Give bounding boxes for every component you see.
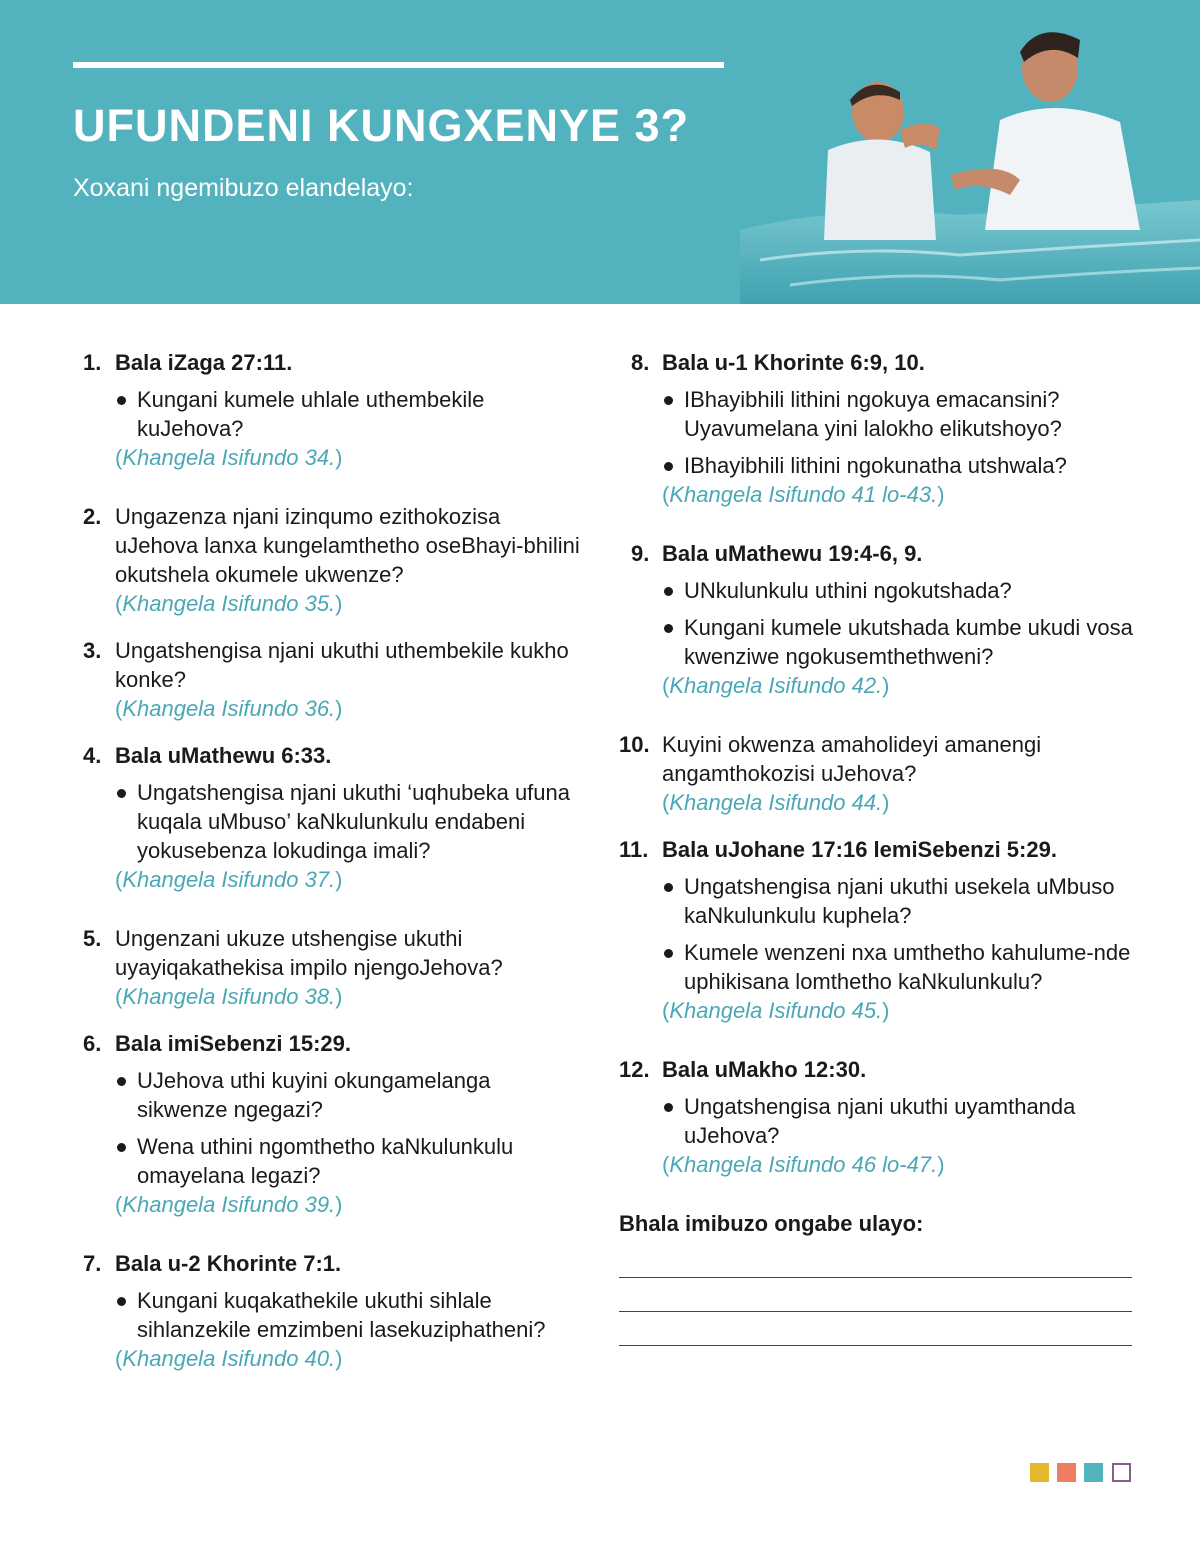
bullet-item: Ungatshengisa njani ukuthi ‘uqhubeka ufuna kuqala uMbuso’ kaNkulunkulu endabeni yokusebenza lokudinga imali? — [115, 778, 583, 865]
questions-left-column — [83, 348, 583, 1373]
bullet-list — [115, 385, 583, 443]
bullet-list — [662, 576, 1139, 671]
question-heading: Bala iZaga 27:11. — [115, 350, 293, 375]
bullet-item: UJehova uthi kuyini okungamelanga sikwenze ngegazi? — [115, 1066, 583, 1124]
page-title: UFUNDENI KUNGXENYE 3? — [73, 100, 690, 151]
question-number: 8. — [631, 350, 650, 375]
bullet-list — [115, 1066, 583, 1190]
question-10 — [619, 730, 1139, 817]
lesson-reference: (Khangela Isifundo 37.) — [115, 867, 343, 892]
color-square-yellow — [1030, 1463, 1049, 1482]
question-9 — [619, 539, 1139, 700]
lesson-reference: (Khangela Isifundo 44.) — [662, 790, 890, 815]
lesson-reference: (Khangela Isifundo 45.) — [662, 998, 890, 1023]
lesson-reference: (Khangela Isifundo 40.) — [115, 1346, 343, 1371]
question-4 — [83, 741, 583, 894]
lesson-reference: (Khangela Isifundo 38.) — [115, 984, 343, 1009]
lesson-reference: (Khangela Isifundo 36.) — [115, 696, 343, 721]
question-heading: Bala uMathewu 6:33. — [115, 743, 332, 768]
header-banner — [0, 0, 1200, 304]
color-square-orange — [1057, 1463, 1076, 1482]
question-number: 10. — [619, 732, 650, 757]
header-rule — [73, 62, 724, 68]
question-number: 2. — [83, 504, 102, 529]
bullet-item: Ungatshengisa njani ukuthi uyamthanda uJehova? — [662, 1092, 1139, 1150]
lesson-reference: (Khangela Isifundo 42.) — [662, 673, 890, 698]
question-heading: Bala uMakho 12:30. — [662, 1057, 867, 1082]
question-12 — [619, 1055, 1139, 1179]
question-6 — [83, 1029, 583, 1219]
question-number: 7. — [83, 1251, 102, 1276]
bullet-item: IBhayibhili lithini ngokunatha utshwala? — [662, 451, 1139, 480]
question-heading: Bala uJohane 17:16 lemiSebenzi 5:29. — [662, 837, 1057, 862]
question-heading: Ungazenza njani izinqumo ezithokozisa uJehova lanxa kungelamthetho oseBhayi-bhilini okutshela okumele ukwenze? — [115, 504, 580, 587]
question-5 — [83, 924, 583, 1011]
write-line[interactable] — [619, 1345, 1132, 1346]
question-8 — [619, 348, 1139, 509]
lesson-reference: (Khangela Isifundo 35.) — [115, 591, 343, 616]
lesson-reference: (Khangela Isifundo 41 lo-43.) — [662, 482, 945, 507]
bullet-list — [115, 1286, 583, 1344]
question-heading: Bala u-1 Khorinte 6:9, 10. — [662, 350, 925, 375]
question-number: 6. — [83, 1031, 102, 1056]
bullet-item: Ungatshengisa njani ukuthi usekela uMbuso kaNkulunkulu kuphela? — [662, 872, 1139, 930]
question-heading: Bala imiSebenzi 15:29. — [115, 1031, 351, 1056]
bullet-list — [662, 385, 1139, 480]
question-number: 4. — [83, 743, 102, 768]
question-3 — [83, 636, 583, 723]
bullet-list — [662, 1092, 1139, 1150]
bullet-item: UNkulunkulu uthini ngokutshada? — [662, 576, 1139, 605]
bullet-item: Kumele wenzeni nxa umthetho kahulume-nde uphikisana lomthetho kaNkulunkulu? — [662, 938, 1139, 996]
baptism-illustration — [700, 0, 1200, 304]
question-number: 3. — [83, 638, 102, 663]
question-number: 11. — [619, 837, 649, 862]
question-11 — [619, 835, 1139, 1025]
bullet-item: Kungani kumele ukutshada kumbe ukudi vosa kwenziwe ngokusemthethweni? — [662, 613, 1139, 671]
question-heading: Ungatshengisa njani ukuthi uthembekile kukho konke? — [115, 638, 569, 692]
write-line[interactable] — [619, 1311, 1132, 1312]
question-heading: Kuyini okwenza amaholideyi amanengi angamthokozisi uJehova? — [662, 732, 1042, 786]
color-square-purple-outline — [1112, 1463, 1131, 1482]
bullet-list — [115, 778, 583, 865]
question-heading: Bala u-2 Khorinte 7:1. — [115, 1251, 342, 1276]
bullet-item: Wena uthini ngomthetho kaNkulunkulu omayelana legazi? — [115, 1132, 583, 1190]
questions-right-column — [619, 348, 1139, 1238]
page-subtitle: Xoxani ngemibuzo elandelayo: — [73, 174, 414, 202]
bullet-item: Kungani kumele uhlale uthembekile kuJehova? — [115, 385, 583, 443]
question-heading: Ungenzani ukuze utshengise ukuthi uyayiqakathekisa impilo njengoJehova? — [115, 926, 503, 980]
bullet-item: Kungani kuqakathekile ukuthi sihlale sihlanzekile emzimbeni lasekuziphatheni? — [115, 1286, 583, 1344]
question-number: 1. — [83, 350, 102, 375]
question-number: 9. — [631, 541, 650, 566]
bullet-item: IBhayibhili lithini ngokuya emacansini? Uyavumelana yini lalokho elikutshoyo? — [662, 385, 1139, 443]
bullet-list — [662, 872, 1139, 996]
question-number: 12. — [619, 1057, 650, 1082]
question-number: 5. — [83, 926, 102, 951]
question-7 — [83, 1249, 583, 1373]
color-square-teal — [1084, 1463, 1103, 1482]
lesson-reference: (Khangela Isifundo 46 lo-47.) — [662, 1152, 945, 1177]
write-line[interactable] — [619, 1277, 1132, 1278]
write-questions-heading: Bhala imibuzo ongabe ulayo: — [619, 1211, 924, 1236]
question-2 — [83, 502, 583, 618]
question-heading: Bala uMathewu 19:4-6, 9. — [662, 541, 923, 566]
lesson-reference: (Khangela Isifundo 34.) — [115, 445, 343, 470]
lesson-reference: (Khangela Isifundo 39.) — [115, 1192, 343, 1217]
question-1 — [83, 348, 583, 472]
